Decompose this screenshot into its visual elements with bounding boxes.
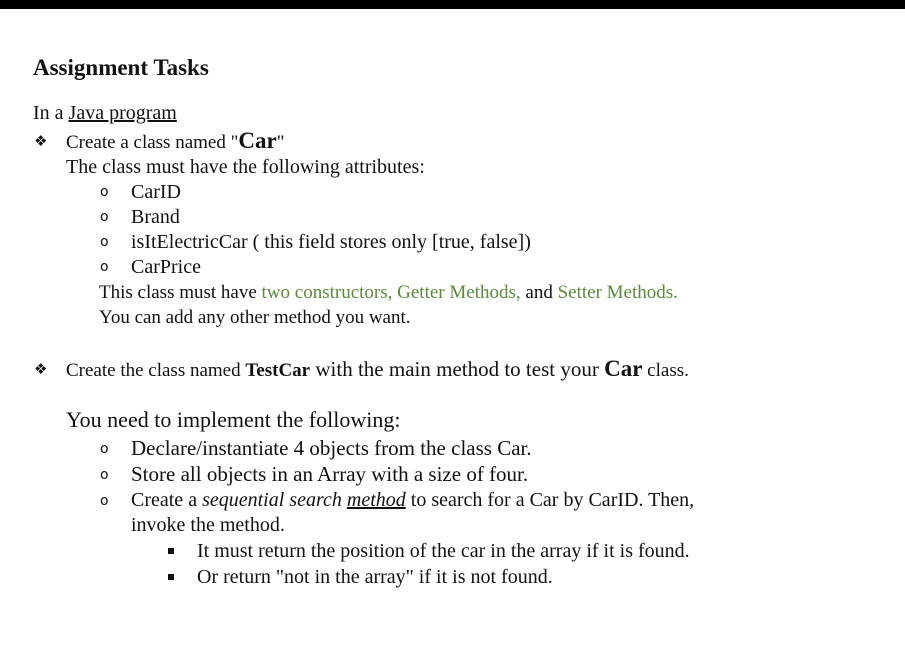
methods-prefix: This class must have [99,282,262,303]
diamond-bullet-icon: ❖ [34,360,48,378]
methods-line [99,281,678,305]
task2-heading [66,357,689,383]
attribute-item: CarID [131,181,181,203]
implement-item-3-continued: invoke the method. [131,514,285,536]
item3-suffix: to search for a Car by CarID. Then, [405,489,695,511]
circle-bullet-icon: o [100,493,109,509]
item3-method: method [346,489,406,511]
circle-bullet-icon: o [100,209,109,225]
attributes-intro: The class must have the following attributes: [66,156,425,178]
attribute-item: isItElectricCar ( this field stores only [true, false]) [131,231,531,253]
implement-item-3 [131,488,694,512]
other-methods-line: You can add any other method you want. [99,307,411,328]
getters-text: Getter Methods, [392,282,521,303]
task2-car: Car [604,356,643,381]
java-program-link[interactable]: Java program [68,102,177,124]
task2-class-name: TestCar [245,360,311,381]
circle-bullet-icon: o [100,467,109,483]
circle-bullet-icon: o [100,234,109,250]
assignment-title: Assignment Tasks [33,55,209,80]
task1-heading [66,129,284,155]
circle-bullet-icon: o [100,259,109,275]
item3-prefix: Create a [131,489,203,511]
task2-prefix: Create the class named [66,360,246,381]
task1-prefix: Create a class named " [66,132,239,153]
diamond-bullet-icon: ❖ [34,132,48,150]
implement-item-1: Declare/instantiate 4 objects from the class Car. [131,436,532,460]
implement-item-2: Store all objects in an Array with a size of four. [131,462,529,486]
attribute-item: CarPrice [131,256,201,278]
square-bullet-icon [168,574,174,580]
intro-prefix: In a [33,102,69,124]
sub-item-2: Or return "not in the array" if it is not found. [197,566,553,588]
item3-italic: sequential search [202,489,347,511]
task1-suffix: " [276,132,285,153]
sub-item-1: It must return the position of the car in the array if it is found. [197,540,690,562]
setters-text: Setter Methods. [557,282,678,303]
attribute-item: Brand [131,206,180,228]
circle-bullet-icon: o [100,441,109,457]
implement-intro: You need to implement the following: [66,407,401,432]
constructors-text: two constructors, [261,282,393,303]
square-bullet-icon [168,548,174,554]
intro-line [33,101,177,125]
task2-middle: with the main method to test your [310,357,605,381]
and-text: and [520,282,558,303]
task1-class-name: Car [238,128,277,153]
circle-bullet-icon: o [100,184,109,200]
task2-suffix: class. [642,360,689,381]
